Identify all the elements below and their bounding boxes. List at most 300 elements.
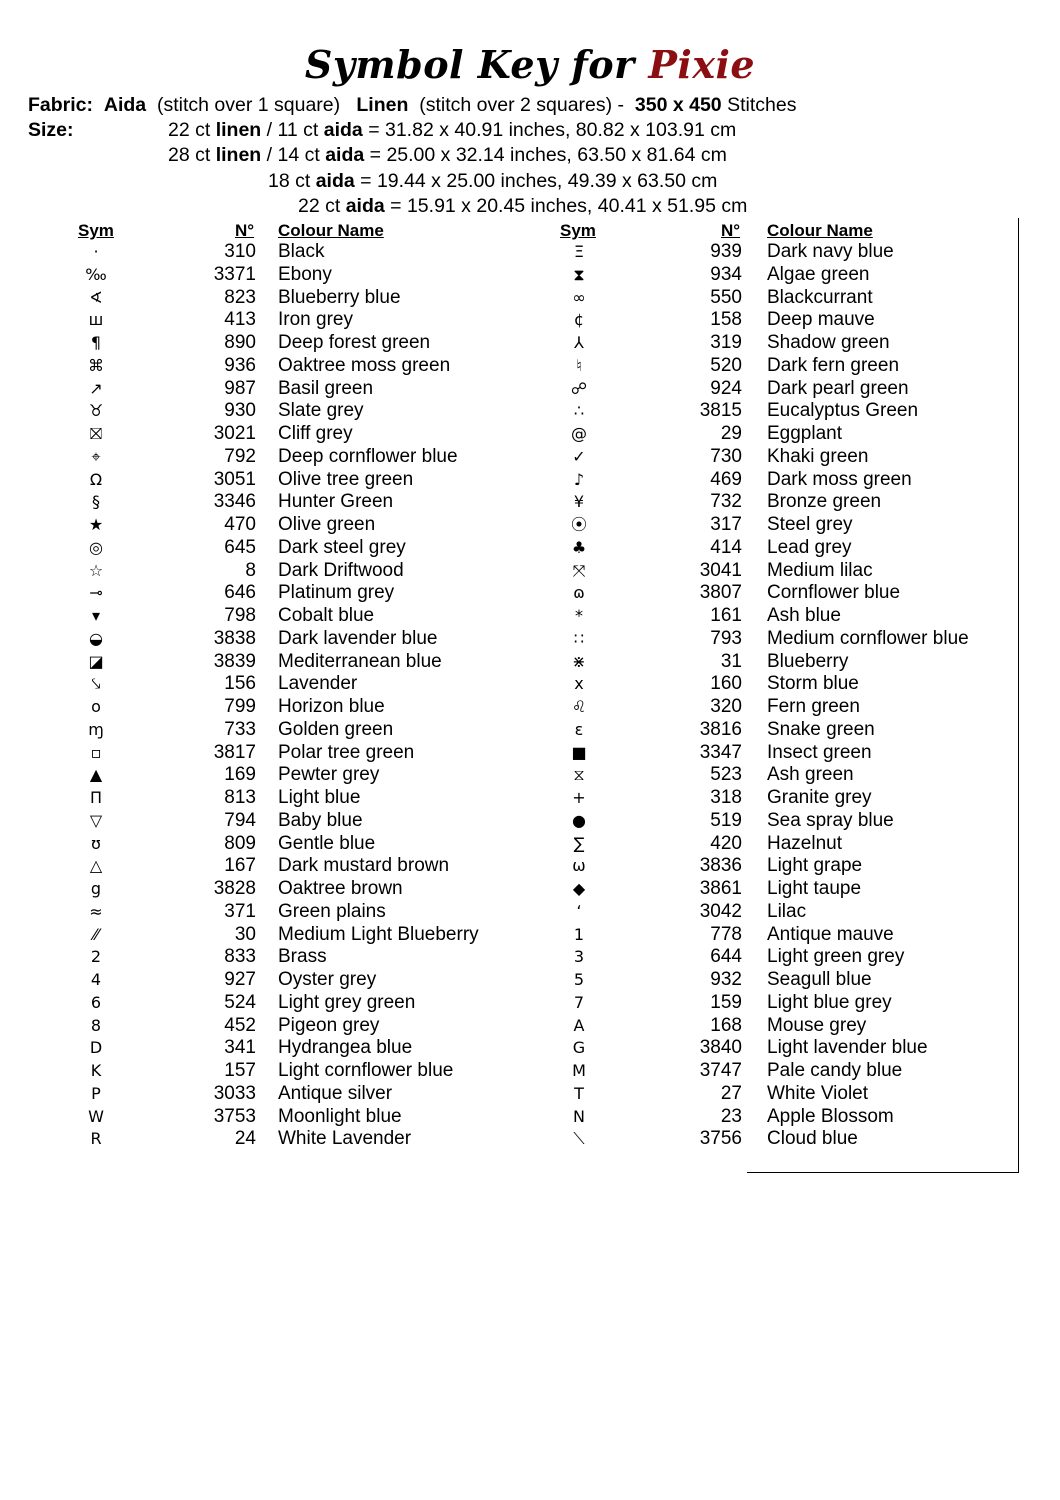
colour-name: Deep mauve [767, 309, 875, 331]
symbol-icon: ¥ [573, 492, 585, 512]
symbol-icon: ▽ [89, 810, 103, 830]
symbol-icon: 4 [90, 970, 102, 989]
stitch-count: 350 x 450 [634, 94, 722, 116]
dmc-number: 3816 [699, 718, 742, 740]
symbol-icon: ↗ [89, 378, 103, 398]
colour-name: Dark navy blue [767, 241, 894, 262]
fabric-linen: Linen [356, 94, 409, 116]
table-row [0, 946, 1060, 969]
symbol-icon: ʻ [576, 901, 582, 921]
symbol-icon: T [574, 1083, 584, 1103]
size-4-count: 22 ct [298, 195, 341, 217]
colour-name: Steel grey [767, 514, 853, 535]
dmc-number: 732 [710, 491, 742, 513]
colour-name: Fern green [767, 696, 860, 717]
colour-name: Lavender [278, 673, 358, 695]
colour-name: Cloud blue [767, 1128, 858, 1150]
symbol-icon: R [90, 1129, 102, 1149]
dmc-number: 30 [234, 923, 256, 945]
colour-name: Light grape [767, 855, 863, 877]
symbol-icon: ▫ [90, 742, 102, 762]
dmc-number: 523 [710, 764, 742, 786]
symbol-icon: Ω [89, 469, 103, 489]
colour-name: Golden green [278, 718, 394, 740]
size-2-dims: = 25.00 x 32.14 inches, 63.50 x 81.64 cm [369, 144, 727, 166]
colour-name: Blueberry [767, 650, 849, 672]
size-1-count: 22 ct [168, 119, 211, 141]
symbol-icon: ⋇ [572, 651, 586, 671]
colour-name: Sea spray blue [767, 809, 894, 831]
dmc-number: 927 [224, 969, 256, 990]
symbol-icon: W [88, 1106, 104, 1126]
dmc-number: 8 [245, 559, 256, 581]
table-row [0, 1128, 1060, 1151]
table-row [0, 719, 1060, 742]
symbol-icon: P [91, 1083, 101, 1103]
colour-name: Ash blue [767, 605, 841, 626]
dmc-number: 645 [224, 536, 256, 558]
symbol-icon: ⌖ [91, 446, 101, 466]
dmc-number: 792 [224, 445, 256, 467]
symbol-icon: 1 [573, 924, 585, 944]
table-row [0, 969, 1060, 992]
dmc-number: 23 [720, 1105, 742, 1127]
symbol-icon: ∢ [89, 287, 103, 307]
dmc-number: 3042 [699, 900, 742, 922]
colour-name: Dark steel grey [278, 536, 406, 558]
fabric-linen-note: (stitch over 2 squares) - [419, 94, 625, 116]
dmc-number: 167 [224, 855, 256, 877]
symbol-icon: ♣ [571, 537, 587, 557]
dmc-number: 3041 [699, 559, 742, 581]
header-sym-left: Sym [78, 221, 114, 240]
dmc-number: 452 [224, 1014, 256, 1036]
symbol-icon: 6 [90, 992, 102, 1012]
dmc-number: 936 [224, 354, 256, 376]
symbol-icon: § [92, 492, 100, 512]
table-row [0, 628, 1060, 651]
dmc-number: 890 [224, 332, 256, 353]
table-row [0, 514, 1060, 537]
symbol-icon: ⧖ [573, 765, 585, 785]
colour-name: Pigeon grey [278, 1014, 380, 1036]
colour-name: Blueberry blue [278, 286, 401, 308]
symbol-icon: ɛ [574, 719, 584, 739]
dmc-number: 161 [710, 605, 742, 626]
size-2-linen: linen [215, 144, 262, 166]
dmc-number: 793 [710, 627, 742, 649]
colour-name: Ebony [278, 263, 332, 285]
table-row [0, 400, 1060, 423]
symbol-icon: 8 [90, 1015, 102, 1035]
table-row [0, 469, 1060, 492]
colour-name: Light green grey [767, 946, 905, 968]
dmc-number: 371 [224, 900, 256, 922]
colour-name: Dark Driftwood [278, 559, 404, 581]
dmc-number: 3817 [213, 741, 256, 763]
symbol-icon: ◎ [89, 537, 103, 557]
colour-name: Bronze green [767, 491, 882, 513]
symbol-icon: ¶ [90, 333, 102, 352]
dmc-number: 939 [710, 241, 742, 262]
table-row [0, 560, 1060, 583]
symbol-icon: ⟍ [573, 1129, 585, 1149]
dmc-number: 644 [710, 946, 742, 968]
symbol-icon: M [572, 1061, 586, 1080]
size-line-1 [168, 118, 736, 143]
table-row [0, 924, 1060, 947]
dmc-number: 320 [710, 696, 742, 717]
colour-name: White Violet [767, 1082, 869, 1104]
dmc-number: 550 [710, 286, 742, 308]
colour-name: Cobalt blue [278, 605, 375, 626]
colour-name: White Lavender [278, 1128, 412, 1150]
symbol-icon: ω [572, 856, 586, 876]
symbol-icon: ◆ [572, 879, 586, 898]
colour-name: Light lavender blue [767, 1037, 928, 1059]
dmc-number: 809 [224, 832, 256, 854]
symbol-icon: o [91, 697, 101, 716]
dmc-number: 3753 [213, 1105, 256, 1127]
colour-name: Pale candy blue [767, 1060, 903, 1081]
size-4-aida: aida [345, 195, 385, 217]
size-3-dims: = 19.44 x 25.00 inches, 49.39 x 63.50 cm [360, 170, 718, 192]
dmc-number: 341 [224, 1037, 256, 1059]
symbol-icon: ■ [571, 742, 587, 762]
symbol-icon: Π [89, 788, 103, 807]
colour-name: Storm blue [767, 673, 859, 695]
dmc-number: 3838 [213, 627, 256, 649]
table-row [0, 764, 1060, 787]
size-3-count: 18 ct [268, 170, 311, 192]
colour-name: Black [278, 241, 325, 262]
colour-name: Light blue grey [767, 991, 892, 1013]
colour-name: Light cornflower blue [278, 1060, 454, 1081]
dmc-number: 317 [710, 514, 742, 535]
dmc-number: 798 [224, 605, 256, 626]
colour-name: Lilac [767, 900, 807, 922]
colour-name: Polar tree green [278, 741, 415, 763]
symbol-icon: ¢ [573, 310, 585, 330]
symbol-icon: Ξ [573, 242, 585, 261]
colour-name: Seagull blue [767, 969, 872, 990]
colour-name: Shadow green [767, 332, 890, 353]
colour-name: Green plains [278, 900, 386, 922]
symbol-icon: * [575, 606, 583, 625]
dmc-number: 3839 [213, 650, 256, 672]
symbol-icon: ▲ [89, 765, 103, 785]
table-row [0, 651, 1060, 674]
colour-name: Dark moss green [767, 468, 912, 490]
size-1-dims: = 31.82 x 40.91 inches, 80.82 x 103.91 cm [368, 119, 737, 141]
dmc-number: 3807 [699, 582, 742, 604]
symbol-icon: ɱ [88, 719, 104, 739]
size-2-count-2: / 14 ct [266, 144, 320, 166]
header-name-left: Colour Name [278, 221, 384, 240]
table-row [0, 810, 1060, 833]
table-row [0, 378, 1060, 401]
symbol-icon: ⊸ [89, 583, 103, 603]
size-2-aida: aida [325, 144, 365, 166]
colour-name: Moonlight blue [278, 1105, 402, 1127]
dmc-number: 31 [720, 650, 742, 672]
colour-name: Blackcurrant [767, 286, 873, 308]
table-row [0, 833, 1060, 856]
table-row [0, 287, 1060, 310]
title-pattern-name: Pixie [648, 42, 756, 87]
header-name-right: Colour Name [767, 221, 873, 240]
colour-name: Olive tree green [278, 468, 414, 490]
symbol-icon: ☍ [570, 378, 588, 398]
size-line-2 [168, 143, 727, 168]
dmc-number: 730 [710, 445, 742, 467]
dmc-number: 168 [710, 1014, 742, 1036]
dmc-number: 520 [710, 354, 742, 376]
symbol-icon: ⤧ [572, 560, 586, 580]
dmc-number: 157 [224, 1060, 256, 1081]
colour-name: Antique mauve [767, 923, 894, 945]
table-row [0, 1015, 1060, 1038]
page-title [0, 42, 1060, 87]
symbol-icon: x [574, 674, 584, 694]
dmc-number: 3756 [699, 1128, 742, 1150]
table-row [0, 901, 1060, 924]
symbol-icon: @ [571, 424, 587, 443]
symbol-icon: ∞ [572, 287, 586, 307]
size-label: Size: [28, 119, 74, 141]
dmc-number: 3861 [699, 878, 742, 899]
symbol-icon: A [573, 1015, 585, 1035]
dmc-number: 3347 [699, 741, 742, 763]
dmc-number: 3371 [213, 263, 256, 285]
table-row [0, 1083, 1060, 1106]
symbol-icon: + [572, 788, 586, 807]
dmc-number: 3828 [213, 878, 256, 899]
colour-name: Mediterranean blue [278, 650, 442, 672]
symbol-icon: ⤥ [91, 674, 101, 694]
dmc-number: 420 [710, 832, 742, 854]
fabric-aida: Aida [103, 94, 147, 116]
colour-name: Dark mustard brown [278, 855, 450, 877]
colour-name: Lead grey [767, 536, 852, 558]
header-sym-right: Sym [560, 221, 596, 240]
symbol-icon: ♮ [576, 355, 582, 375]
symbol-icon: ▾ [91, 606, 101, 625]
table-row [0, 673, 1060, 696]
size-1-linen: linen [215, 119, 262, 141]
colour-name: Brass [278, 946, 327, 968]
title-prefix: Symbol Key for [304, 42, 635, 87]
colour-name: Eggplant [767, 423, 843, 444]
fabric-line [28, 93, 796, 118]
dmc-number: 169 [224, 764, 256, 786]
header-num-left: N° [235, 221, 255, 240]
fabric-aida-note: (stitch over 1 square) [156, 94, 341, 116]
dmc-number: 414 [710, 536, 742, 558]
colour-name: Platinum grey [278, 582, 395, 604]
colour-name: Horizon blue [278, 696, 385, 717]
symbol-icon: ♪ [573, 469, 585, 489]
dmc-number: 799 [224, 696, 256, 717]
colour-name: Medium Light Blueberry [278, 923, 479, 945]
symbol-icon: ⌘ [88, 355, 104, 375]
table-border-right [1018, 218, 1019, 1173]
dmc-number: 27 [720, 1082, 742, 1104]
symbol-icon: ‰ [85, 264, 107, 284]
size-1-count-2: / 11 ct [266, 119, 319, 141]
symbol-icon: · [93, 242, 99, 261]
dmc-number: 794 [224, 809, 256, 831]
table-row [0, 992, 1060, 1015]
colour-name: Baby blue [278, 809, 363, 831]
symbol-icon: 7 [573, 992, 585, 1012]
dmc-number: 778 [710, 923, 742, 945]
dmc-number: 158 [710, 309, 742, 331]
colour-name: Antique silver [278, 1082, 393, 1104]
colour-name: Algae green [767, 263, 870, 285]
size-line-4 [298, 194, 747, 219]
table-row [0, 264, 1060, 287]
colour-name: Medium cornflower blue [767, 627, 969, 649]
symbol-icon: ≈ [89, 901, 103, 921]
colour-name: Slate grey [278, 400, 364, 422]
colour-name: Apple Blossom [767, 1105, 894, 1127]
dmc-number: 3346 [213, 491, 256, 513]
colour-name: Olive green [278, 514, 376, 535]
dmc-number: 318 [710, 787, 742, 808]
symbol-icon: ɷ [573, 583, 585, 603]
colour-name: Khaki green [767, 445, 869, 467]
dmc-number: 3747 [699, 1060, 742, 1081]
dmc-number: 833 [224, 946, 256, 968]
symbol-icon: ⛝ [89, 424, 103, 443]
symbol-icon: ◪ [88, 651, 104, 671]
colour-name: Eucalyptus Green [767, 400, 919, 422]
colour-name: Hazelnut [767, 832, 842, 854]
colour-name: Hunter Green [278, 491, 394, 513]
dmc-number: 3836 [699, 855, 742, 877]
colour-name: Pewter grey [278, 764, 380, 786]
colour-name: Medium lilac [767, 559, 873, 581]
symbol-icon: ◒ [89, 628, 103, 648]
colour-name: Light taupe [767, 878, 862, 899]
dmc-number: 987 [224, 377, 256, 399]
dmc-number: 3033 [213, 1082, 256, 1104]
symbol-icon: K [90, 1061, 102, 1080]
table-row [0, 878, 1060, 901]
table-row [0, 1037, 1060, 1060]
symbol-icon: ♌ [571, 697, 587, 716]
size-3-aida: aida [315, 170, 355, 192]
dmc-number: 319 [710, 332, 742, 353]
size-1-aida: aida [323, 119, 363, 141]
symbol-icon: ⦿ [570, 515, 587, 534]
colour-name: Cornflower blue [767, 582, 901, 604]
dmc-number: 934 [710, 263, 742, 285]
symbol-icon: ∑ [573, 833, 585, 853]
symbol-icon: g [90, 879, 102, 898]
symbol-table-right [0, 241, 1060, 1151]
symbol-icon: ⅄ [574, 333, 584, 352]
table-row [0, 582, 1060, 605]
dmc-number: 156 [224, 673, 256, 695]
symbol-icon: N [573, 1106, 585, 1126]
dmc-number: 3815 [699, 400, 742, 422]
size-4-dims: = 15.91 x 20.45 inches, 40.41 x 51.95 cm [390, 195, 748, 217]
table-row [0, 537, 1060, 560]
colour-name: Ash green [767, 764, 854, 786]
dmc-number: 519 [710, 809, 742, 831]
dmc-number: 924 [710, 377, 742, 399]
table-row [0, 1106, 1060, 1129]
symbol-icon: 2 [90, 947, 102, 967]
table-row [0, 332, 1060, 355]
dmc-number: 469 [710, 468, 742, 490]
size-line-3 [268, 169, 717, 194]
symbol-icon: D [89, 1038, 103, 1058]
stitch-word: Stitches [727, 94, 797, 116]
symbol-icon: ʊ [91, 833, 101, 853]
table-row [0, 423, 1060, 446]
dmc-number: 310 [224, 241, 256, 262]
colour-name: Dark pearl green [767, 377, 909, 399]
table-row [0, 491, 1060, 514]
dmc-number: 823 [224, 286, 256, 308]
colour-name: Mouse grey [767, 1014, 867, 1036]
colour-name: Gentle blue [278, 832, 376, 854]
table-row [0, 309, 1060, 332]
colour-name: Oyster grey [278, 969, 377, 990]
dmc-number: 3051 [213, 468, 256, 490]
symbol-icon: △ [89, 856, 103, 876]
colour-name: Dark lavender blue [278, 627, 438, 649]
table-row [0, 446, 1060, 469]
colour-name: Cliff grey [278, 423, 353, 444]
colour-name: Granite grey [767, 787, 872, 808]
colour-name: Snake green [767, 718, 875, 740]
dmc-number: 930 [224, 400, 256, 422]
symbol-icon: ✓ [572, 446, 586, 466]
size-2-count: 28 ct [168, 144, 211, 166]
colour-name: Dark fern green [767, 354, 900, 376]
header-num-right: N° [721, 221, 741, 240]
table-row [0, 787, 1060, 810]
dmc-number: 932 [710, 969, 742, 990]
dmc-number: 3021 [213, 423, 256, 444]
colour-name: Deep cornflower blue [278, 445, 458, 467]
colour-name: Iron grey [278, 309, 353, 331]
colour-name: Insect green [767, 741, 872, 763]
dmc-number: 160 [710, 673, 742, 695]
dmc-number: 470 [224, 514, 256, 535]
table-border-bottom [747, 1172, 1019, 1173]
dmc-number: 159 [710, 991, 742, 1013]
table-row [0, 742, 1060, 765]
colour-name: Basil green [278, 377, 374, 399]
dmc-number: 646 [224, 582, 256, 604]
symbol-icon: ★ [88, 515, 104, 534]
symbol-icon: 5 [573, 970, 585, 989]
colour-name: Oaktree moss green [278, 354, 451, 376]
dmc-number: 524 [224, 991, 256, 1013]
symbol-icon: ⧗ [573, 264, 585, 284]
dmc-number: 413 [224, 309, 256, 331]
dmc-number: 813 [224, 787, 256, 808]
table-row [0, 855, 1060, 878]
colour-name: Deep forest green [278, 332, 431, 353]
symbol-icon: ♉ [88, 401, 104, 421]
colour-name: Hydrangea blue [278, 1037, 413, 1059]
